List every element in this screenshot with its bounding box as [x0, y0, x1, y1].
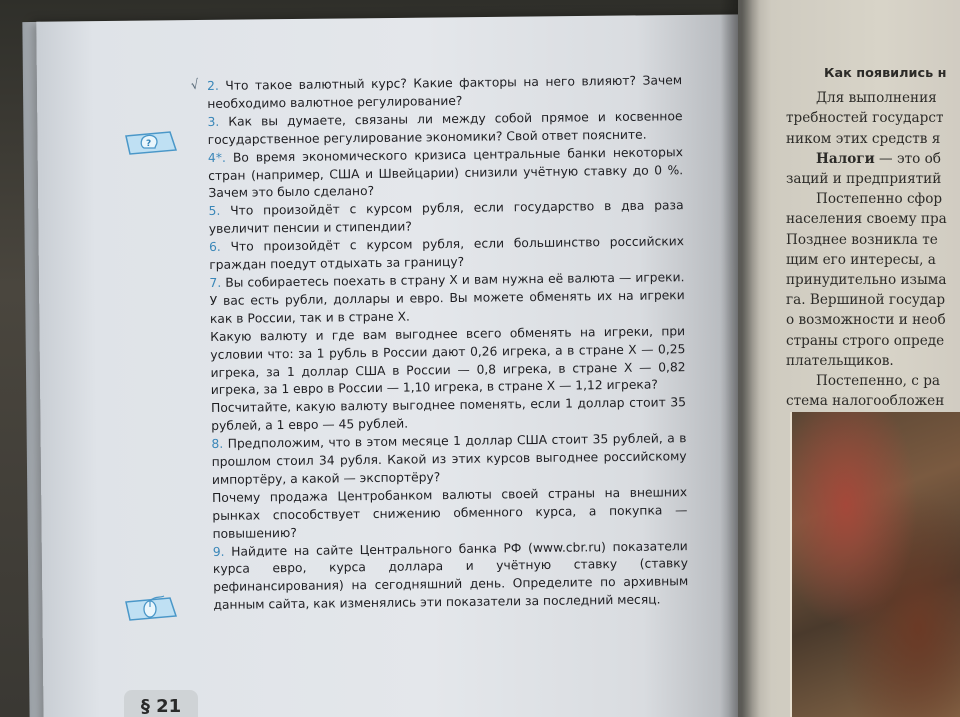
computer-mouse-icon — [124, 592, 178, 622]
questions-block — [207, 72, 689, 615]
right-page-line — [786, 129, 960, 149]
question-text: Что произойдёт с курсом рубля, если государство в два раза увеличит пенсии и стипендии? — [208, 198, 684, 237]
right-line-text: населения своему пра — [786, 211, 947, 228]
question-item — [208, 144, 684, 204]
right-page-line — [786, 391, 960, 411]
right-page-line — [786, 250, 960, 270]
svg-text:?: ? — [146, 139, 152, 149]
question-head-icon — [124, 126, 178, 156]
right-page-line — [786, 290, 960, 310]
question-number: 3. — [207, 114, 220, 129]
right-line-text: — это об — [874, 150, 941, 167]
question-item — [212, 484, 688, 544]
question-text: Как вы думаете, связаны ли между собой прямое и косвенное государственное регулирование экономики? Свой ответ поясните. — [207, 109, 683, 147]
question-number: 2. — [207, 78, 219, 93]
question-item — [211, 430, 687, 490]
right-line-text: страны строго опреде — [786, 332, 945, 349]
right-line-text: га. Вершиной государ — [786, 292, 946, 309]
bold-term: Налоги — [816, 150, 875, 167]
right-line-text: Постепенно сфор — [816, 191, 943, 208]
question-number: 4*. — [207, 150, 226, 165]
right-page-line — [786, 189, 960, 209]
right-page-line — [786, 270, 960, 290]
question-text: Предположим, что в этом месяце 1 доллар США стоит 35 рублей, а в прошлом стоил 34 рубля. Какой из этих курсов выгоднее российскому импортёру, а какой — экспортёру? — [211, 431, 687, 487]
question-text: Почему продажа Центробанком валюты своей страны на внешних рынках способствует снижению обменного курса, а покупка — повышению? — [212, 485, 688, 541]
question-text: Какую валюту и где вам выгоднее всего обменять на игреки, при условии что: за 1 рубль в России дают 0,26 игрека, а в стране X — 0,25 игрека, за 1 доллар США в России — 0,8 игрека, в стране X — 0,82 игрека, за 1 евро в России — 1,10 игрека, в стране X — 1,12 игрека? — [210, 323, 686, 398]
question-text: Что такое валютный курс? Какие факторы на него влияют? Зачем необходимо валютное регулирование? — [207, 73, 683, 111]
question-number: 9. — [212, 544, 225, 559]
right-line-text: Позднее возникла те — [786, 231, 938, 248]
section-number-tab: § 21 — [124, 690, 198, 717]
question-item — [207, 72, 682, 114]
question-item — [209, 198, 684, 240]
right-line-text: принудительно изыма — [786, 272, 947, 289]
right-page-line — [786, 331, 960, 351]
right-line-text: ником этих средств я — [786, 130, 941, 147]
book-spine-shadow — [720, 0, 760, 717]
right-page-line — [786, 108, 960, 128]
question-item — [211, 394, 686, 436]
right-page-line — [786, 351, 960, 371]
right-line-text: Для выполнения — [816, 90, 937, 107]
question-number: 5. — [208, 204, 221, 219]
right-page-line — [786, 230, 960, 250]
pencil-check-mark: √ — [189, 77, 201, 94]
right-page-line — [786, 310, 960, 330]
right-line-text: требностей государст — [786, 110, 944, 127]
question-item — [210, 323, 686, 400]
right-page-text — [786, 64, 960, 411]
question-text: Что произойдёт с курсом рубля, если большинство российских граждан поедут отдыхать за границу? — [209, 234, 685, 273]
right-page-line — [786, 169, 960, 189]
question-text: Вы собираетесь поехать в страну X и вам нужна её валюта — игреки. У вас есть рубли, доллары и евро. Вы можете обменять их на игреки как в России, так и в стране X. — [209, 270, 685, 326]
question-item — [209, 269, 685, 329]
right-page-line — [786, 209, 960, 229]
right-page-line — [786, 88, 960, 108]
historical-painting-image — [790, 412, 960, 717]
question-text: Во время экономического кризиса центральные банки некоторых стран (например, США и Швейцарии) снизили учётную ставку до 0 %. Зачем это было сделано? — [208, 144, 684, 201]
question-number: 8. — [211, 436, 224, 452]
right-line-text: заций и предприятий — [786, 171, 942, 188]
right-page-heading: Как появились н — [824, 66, 947, 81]
question-item — [213, 538, 689, 615]
right-page-line — [786, 371, 960, 391]
right-line-text: щим его интересы, а — [786, 251, 936, 268]
question-item — [209, 233, 684, 275]
question-number: 7. — [209, 275, 222, 290]
question-number: 6. — [208, 240, 221, 255]
right-line-text: Постепенно, с ра — [816, 373, 941, 390]
right-page-line — [786, 149, 960, 169]
question-item — [207, 108, 682, 150]
right-line-text: о возможности и необ — [786, 312, 946, 329]
right-line-text: стема налогообложен — [786, 393, 945, 410]
right-line-text: плательщиков. — [786, 352, 894, 369]
question-text: Посчитайте, какую валюту выгоднее поменять, если 1 доллар стоит 35 рублей, а 1 евро — 45 рублей. — [210, 395, 687, 434]
question-text: Найдите на сайте Центрального банка РФ (www.cbr.ru) показатели курса евро, курса доллара и учётную ставку (ставку рефинансирования) на сегодняшний день. Определите по архивным данным сайта, как изменялись эти показатели за последний месяц. — [212, 538, 689, 613]
